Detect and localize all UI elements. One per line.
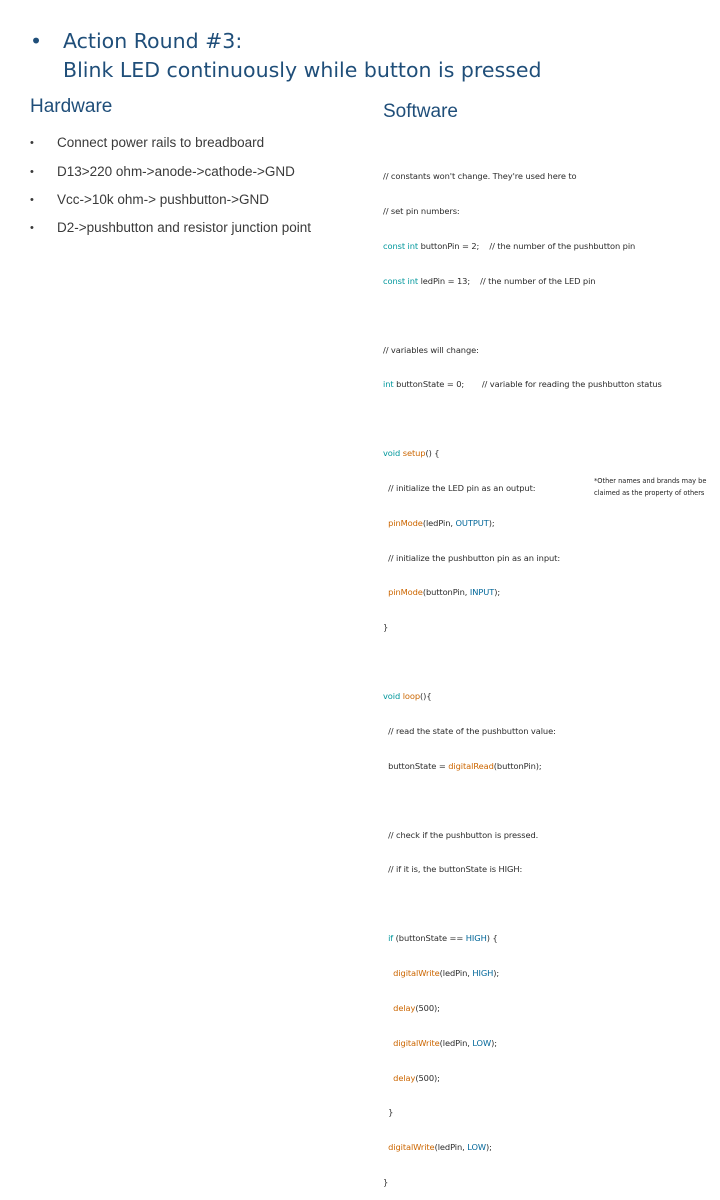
code-text: buttonState = 0; // variable for reading the pushbutton status	[393, 379, 662, 390]
code-text: (){	[420, 691, 432, 702]
code-function: pinMode	[383, 587, 423, 598]
code-constant: LOW	[472, 1037, 492, 1048]
code-keyword: const int	[383, 240, 419, 251]
hardware-step: Connect power rails to breadboard	[57, 135, 265, 150]
code-function: delay	[383, 1072, 416, 1083]
code-text: buttonState =	[383, 760, 449, 771]
code-function: digitalWrite	[383, 1142, 435, 1153]
code-text: (500);	[415, 1002, 440, 1013]
code-line	[383, 1142, 703, 1154]
code-keyword: int	[383, 379, 394, 390]
title-line-1: Action Round #3:	[63, 29, 243, 53]
code-function: digitalRead	[448, 760, 494, 771]
code-text: );	[488, 517, 495, 528]
code-comment: // variables will change:	[383, 344, 479, 355]
footnote-line-2: claimed as the property of others	[594, 489, 705, 497]
code-comment: // if it is, the buttonState is HIGH:	[383, 864, 523, 875]
code-text: buttonPin = 2; // the number of the pushbutton pin	[418, 240, 636, 251]
code-text: () {	[425, 448, 440, 459]
code-text: );	[491, 1037, 497, 1048]
title-bullet: •	[30, 29, 43, 53]
code-text: (ledPin,	[434, 1142, 468, 1153]
hardware-step: Vcc->10k ohm-> pushbutton->GND	[57, 192, 269, 207]
code-line	[383, 241, 703, 253]
code-line	[383, 379, 703, 391]
code-text: ledPin = 13; // the number of the LED pin	[418, 275, 596, 286]
code-text: ) {	[486, 933, 498, 944]
footnote-line-1: *Other names and brands may be	[594, 477, 707, 485]
code-function: digitalWrite	[383, 1037, 440, 1048]
code-text: (ledPin,	[439, 1037, 473, 1048]
code-text: );	[486, 1142, 492, 1153]
software-heading: Software	[383, 101, 458, 122]
code-line	[383, 448, 703, 460]
code-line	[383, 968, 703, 980]
code-line: }	[383, 1107, 394, 1118]
code-constant: HIGH	[472, 968, 494, 979]
code-line	[383, 1038, 703, 1050]
hardware-step: D2->pushbutton and resistor junction point	[57, 220, 312, 235]
code-text: (ledPin,	[422, 517, 456, 528]
code-line: }	[383, 1176, 389, 1187]
code-comment: // initialize the LED pin as an output:	[383, 483, 536, 494]
code-comment: // initialize the pushbutton pin as an input:	[383, 552, 561, 563]
code-text: (buttonState ==	[393, 933, 466, 944]
code-block	[383, 148, 703, 1200]
code-line	[383, 761, 703, 773]
code-keyword: void	[383, 691, 401, 702]
code-line	[383, 587, 703, 599]
code-line	[383, 276, 703, 288]
code-text: (ledPin,	[439, 968, 473, 979]
code-line	[383, 933, 703, 945]
code-text: (500);	[415, 1072, 440, 1083]
code-constant: HIGH	[465, 933, 487, 944]
code-comment: // constants won't change. They're used here to	[383, 171, 577, 182]
code-constant: OUTPUT	[455, 517, 489, 528]
code-function: setup	[402, 448, 426, 459]
code-comment: // set pin numbers:	[383, 205, 460, 216]
code-line	[383, 691, 703, 703]
bullet-icon: •	[30, 194, 34, 206]
bullet-icon: •	[30, 137, 34, 149]
hardware-heading: Hardware	[30, 96, 113, 117]
code-text: (buttonPin);	[493, 760, 542, 771]
code-text: (buttonPin,	[422, 587, 470, 598]
code-function: loop	[402, 691, 421, 702]
code-comment: // check if the pushbutton is pressed.	[383, 829, 539, 840]
code-line: }	[383, 622, 389, 633]
bullet-icon: •	[30, 222, 34, 234]
footnote	[594, 475, 712, 499]
code-keyword: void	[383, 448, 401, 459]
code-function: digitalWrite	[383, 968, 440, 979]
bullet-icon: •	[30, 166, 34, 178]
code-text: );	[493, 968, 500, 979]
code-function: delay	[383, 1002, 416, 1013]
code-line	[383, 1003, 703, 1015]
hardware-step: D13>220 ohm->anode->cathode->GND	[57, 164, 295, 179]
code-text: );	[494, 587, 501, 598]
code-constant: LOW	[467, 1142, 487, 1153]
code-constant: INPUT	[469, 587, 495, 598]
code-line	[383, 518, 703, 530]
code-function: pinMode	[383, 517, 423, 528]
code-keyword: const int	[383, 275, 419, 286]
code-keyword: if	[383, 933, 394, 944]
title-line-2: Blink LED continuously while button is pressed	[63, 58, 542, 82]
code-line	[383, 1073, 703, 1085]
code-comment: // read the state of the pushbutton value:	[383, 725, 556, 736]
